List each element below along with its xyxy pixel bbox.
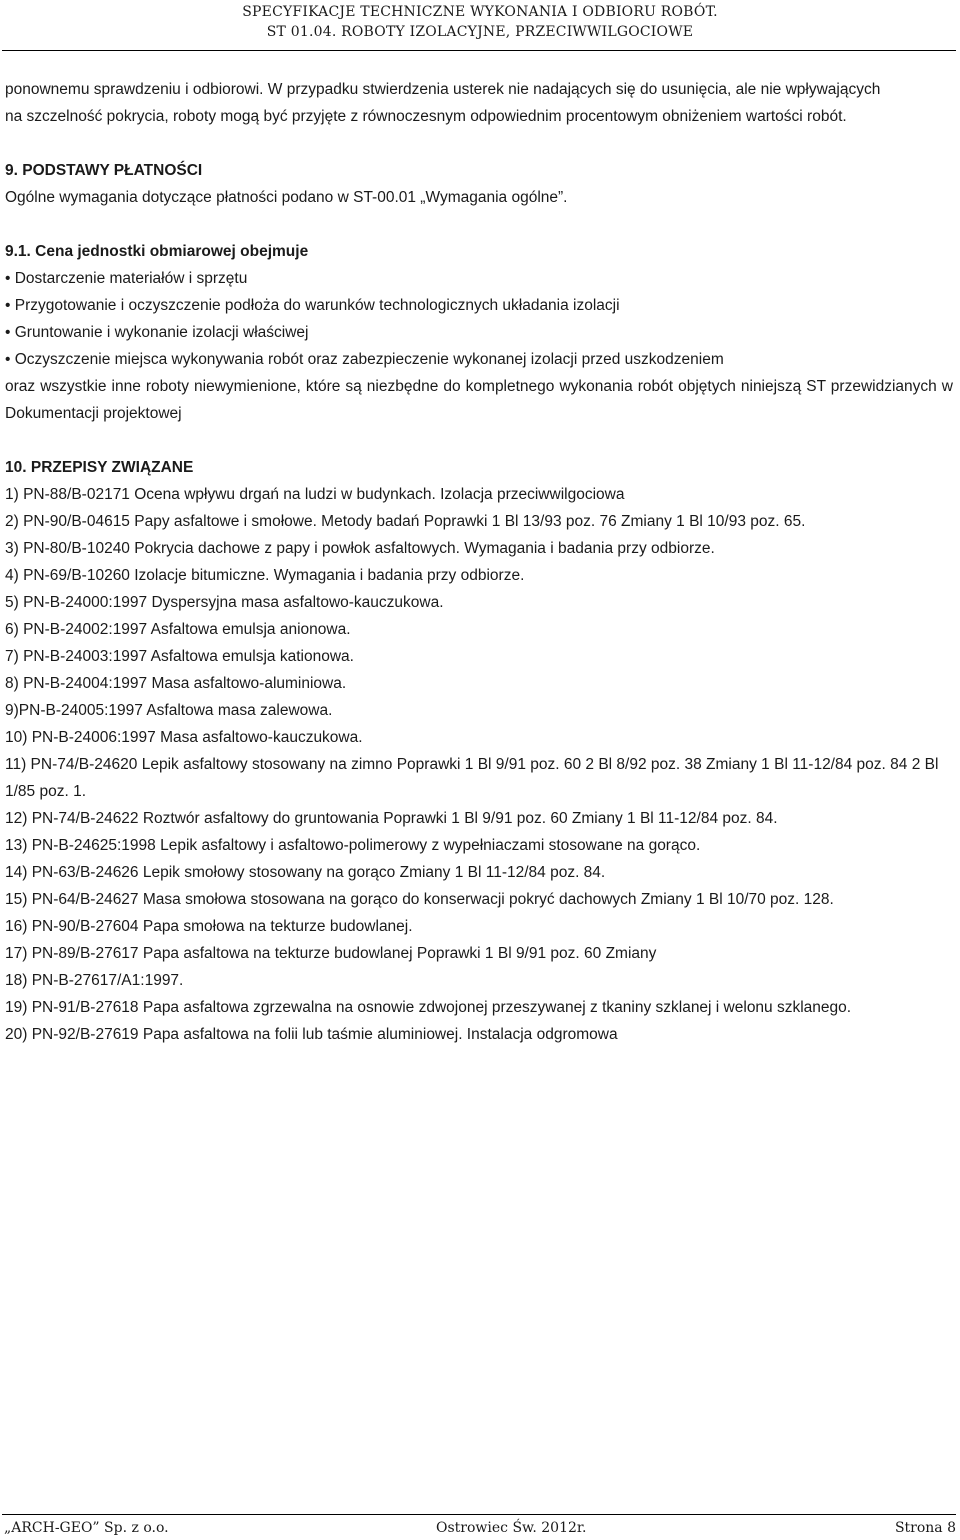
standard-item: 17) PN-89/B-27617 Papa asfaltowa na tekturze budowlanej Poprawki 1 Bl 9/91 poz. 60 Zmiany bbox=[5, 945, 657, 962]
section-9-text: Ogólne wymagania dotyczące płatności podano w ST-00.01 „Wymagania ogólne”. bbox=[5, 189, 568, 206]
page-footer bbox=[4, 1517, 956, 1539]
standard-item: 14) PN-63/B-24626 Lepik smołowy stosowany na gorąco Zmiany 1 Bl 11-12/84 poz. 84. bbox=[5, 864, 606, 881]
bullet-item: • Oczyszczenie miejsca wykonywania robót oraz zabezpieczenie wykonanej izolacji przed uszkodzeniem bbox=[5, 351, 724, 368]
bullet-item: • Przygotowanie i oczyszczenie podłoża do warunków technologicznych układania izolacji bbox=[5, 297, 620, 314]
footer-place-date: Ostrowiec Św. 2012r. bbox=[436, 1520, 587, 1536]
standard-item: 19) PN-91/B-27618 Papa asfaltowa zgrzewalna na osnowie zdwojonej przeszywanej z tkaniny szklanej i welonu szklanego. bbox=[5, 999, 852, 1016]
section-9-1-closing: oraz wszystkie inne roboty niewymienione, które są niezbędne do kompletnego wykonania robót objętych niniejszą ST przewidzianych w Dokumentacji projektowej bbox=[5, 378, 953, 422]
standard-item: 11) PN-74/B-24620 Lepik asfaltowy stosowany na zimno Poprawki 1 Bl 9/91 poz. 60 2 Bl 8/92 poz. 38 Zmiany 1 Bl 11-12/84 poz. 84 2 Bl 1/85 poz. 1. bbox=[5, 756, 939, 800]
standard-item: 20) PN-92/B-27619 Papa asfaltowa na folii lub taśmie aluminiowej. Instalacja odgromowa bbox=[5, 1026, 618, 1043]
section-10-heading: 10. PRZEPISY ZWIĄZANE bbox=[5, 459, 194, 476]
header-subtitle: ST 01.04. ROBOTY IZOLACYJNE, PRZECIWWILGOCIOWE bbox=[266, 24, 694, 40]
standard-item: 12) PN-74/B-24622 Roztwór asfaltowy do gruntowania Poprawki 1 Bl 9/91 poz. 60 Zmiany 1 Bl 11-12/84 poz. 84. bbox=[5, 810, 778, 827]
intro-line-2: na szczelność pokrycia, roboty mogą być przyjęte z równoczesnym odpowiednim procentowym obniżeniem wartości robót. bbox=[5, 108, 847, 125]
standard-item: 5) PN-B-24000:1997 Dyspersyjna masa asfaltowo-kauczukowa. bbox=[5, 594, 444, 611]
footer-company: „ARCH-GEO” Sp. z o.o. bbox=[4, 1520, 169, 1536]
standard-item: 3) PN-80/B-10240 Pokrycia dachowe z papy i powłok asfaltowych. Wymagania i badania przy odbiorze. bbox=[5, 540, 715, 557]
standard-item: 1) PN-88/B-02171 Ocena wpływu drgań na ludzi w budynkach. Izolacja przeciwwilgociowa bbox=[5, 486, 625, 503]
standard-item: 9)PN-B-24005:1997 Asfaltowa masa zalewowa. bbox=[5, 702, 333, 719]
standard-item: 7) PN-B-24003:1997 Asfaltowa emulsja kationowa. bbox=[5, 648, 354, 665]
standard-item: 2) PN-90/B-04615 Papy asfaltowe i smołowe. Metody badań Poprawki 1 Bl 13/93 poz. 76 Zmiany 1 Bl 10/93 poz. 65. bbox=[5, 513, 806, 530]
header-title: SPECYFIKACJE TECHNICZNE WYKONANIA I ODBIORU ROBÓT. bbox=[242, 4, 718, 20]
standard-item: 15) PN-64/B-24627 Masa smołowa stosowana na gorąco do konserwacji pokryć dachowych Zmiany 1 Bl 10/70 poz. 128. bbox=[5, 891, 834, 908]
bullet-item: • Gruntowanie i wykonanie izolacji właściwej bbox=[5, 324, 309, 341]
header-divider bbox=[2, 50, 956, 51]
standard-item: 18) PN-B-27617/A1:1997. bbox=[5, 972, 184, 989]
document-body bbox=[5, 76, 953, 1048]
standard-item: 10) PN-B-24006:1997 Masa asfaltowo-kauczukowa. bbox=[5, 729, 363, 746]
bullet-item: • Dostarczenie materiałów i sprzętu bbox=[5, 270, 248, 287]
standard-item: 6) PN-B-24002:1997 Asfaltowa emulsja anionowa. bbox=[5, 621, 351, 638]
standard-item: 4) PN-69/B-10260 Izolacje bitumiczne. Wymagania i badania przy odbiorze. bbox=[5, 567, 525, 584]
intro-line-1: ponownemu sprawdzeniu i odbiorowi. W przypadku stwierdzenia usterek nie nadających się do usunięcia, ale nie wpływających bbox=[5, 81, 881, 98]
section-9-1-heading: 9.1. Cena jednostki obmiarowej obejmuje bbox=[5, 243, 309, 260]
standard-item: 13) PN-B-24625:1998 Lepik asfaltowy i asfaltowo-polimerowy z wypełniaczami stosowane na gorąco. bbox=[5, 837, 701, 854]
footer-divider bbox=[2, 1514, 956, 1515]
standard-item: 16) PN-90/B-27604 Papa smołowa na tekturze budowlanej. bbox=[5, 918, 413, 935]
section-9-heading: 9. PODSTAWY PŁATNOŚCI bbox=[5, 162, 203, 179]
footer-page-number: Strona 8 bbox=[894, 1520, 956, 1536]
page-header bbox=[0, 2, 960, 42]
standard-item: 8) PN-B-24004:1997 Masa asfaltowo-aluminiowa. bbox=[5, 675, 347, 692]
